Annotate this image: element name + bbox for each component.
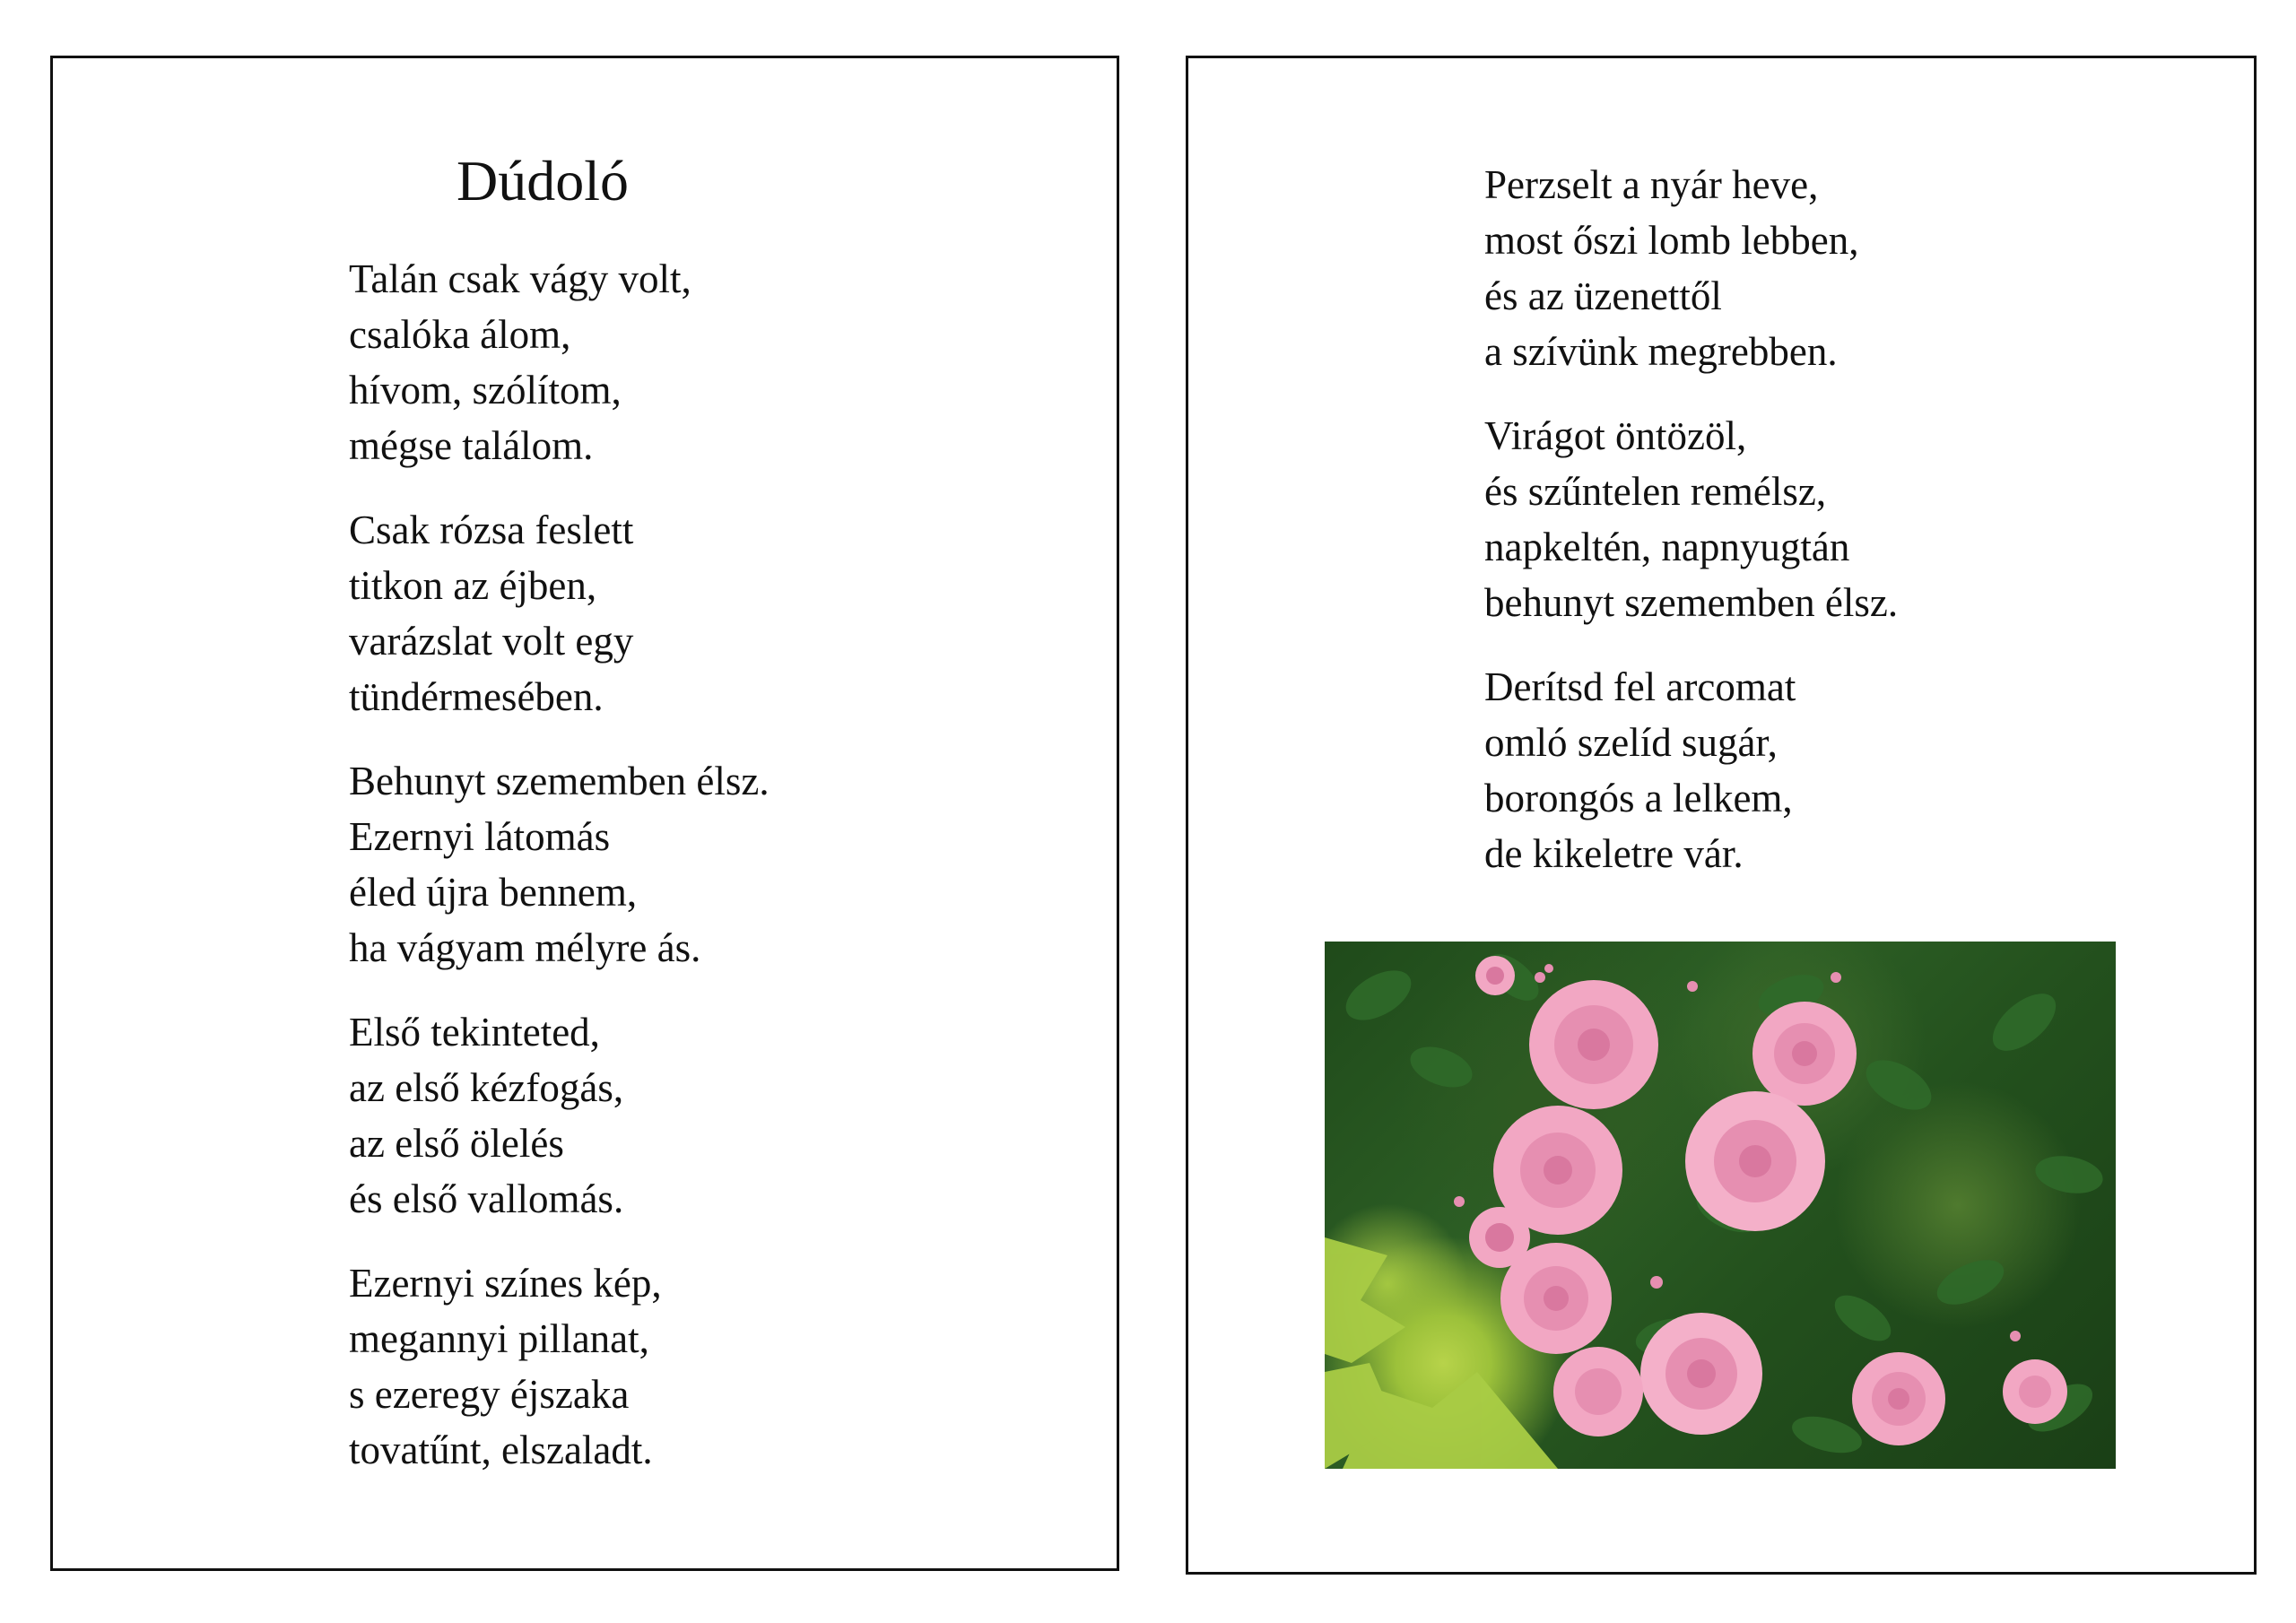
poem-line: tovatűnt, elszaladt. (349, 1428, 653, 1472)
poem-line: hívom, szólítom, (349, 368, 622, 412)
poem-line: napkeltén, napnyugtán (1484, 525, 1850, 569)
stanza (349, 1004, 770, 1227)
right-page (1186, 56, 2257, 1575)
poem-title: Dúdoló (457, 149, 629, 213)
rose-flower (1529, 980, 1658, 1109)
poem-line: borongós a lelkem, (1484, 776, 1793, 820)
poem-line: az első ölelés (349, 1121, 564, 1166)
poem-line: de kikeletre vár. (1484, 831, 1744, 876)
poem-line: Behunyt szememben élsz. (349, 759, 770, 803)
roses-illustration (1325, 942, 2116, 1469)
poem-line: Virágot öntözöl, (1484, 413, 1747, 458)
poem-line: mégse találom. (349, 423, 594, 468)
rose-bush-photo (1325, 942, 2116, 1469)
poem-line: titkon az éjben, (349, 563, 597, 608)
stanza (349, 1255, 770, 1478)
poem-line: behunyt szememben élsz. (1484, 580, 1899, 625)
poem-line: és szűntelen remélsz, (1484, 469, 1827, 514)
poem-line: Talán csak vágy volt, (349, 256, 691, 301)
poem-line: ha vágyam mélyre ás. (349, 925, 701, 970)
poem-line: Első tekinteted, (349, 1010, 600, 1055)
stanza (349, 502, 770, 725)
poem-line: a szívünk megrebben. (1484, 329, 1838, 374)
poem-line: csalóka álom, (349, 312, 571, 357)
poem-body-left (349, 251, 770, 1506)
rose-flower (1852, 1352, 1945, 1445)
poem-line: megannyi pillanat, (349, 1316, 649, 1361)
poem-line: Derítsd fel arcomat (1484, 664, 1796, 709)
poem-line: s ezeregy éjszaka (349, 1372, 630, 1417)
stanza (1484, 659, 1898, 881)
poem-line: Perzselt a nyár heve, (1484, 162, 1819, 207)
poem-body-right (1484, 157, 1898, 910)
poem-line: és első vallomás. (349, 1176, 624, 1221)
poem-line: omló szelíd sugár, (1484, 720, 1778, 765)
poem-line: Ezernyi színes kép, (349, 1261, 662, 1306)
poem-line: most őszi lomb lebben, (1484, 218, 1859, 263)
poem-line: Ezernyi látomás (349, 814, 611, 859)
rose-flower (1553, 1347, 1643, 1436)
poem-line: varázslat volt egy (349, 619, 634, 664)
poem-line: Csak rózsa feslett (349, 508, 634, 552)
rose-flower (1640, 1313, 1762, 1435)
stanza (349, 753, 770, 976)
rose-flower (1752, 1002, 1857, 1106)
poem-line: tündérmesében. (349, 674, 604, 719)
stanza (1484, 157, 1898, 379)
stanza (1484, 408, 1898, 630)
left-page (50, 56, 1119, 1571)
rose-cluster (1454, 956, 2067, 1445)
rose-flower (1500, 1243, 1612, 1354)
rose-bud (1475, 956, 1515, 995)
rose-flower (2003, 1359, 2067, 1424)
poem-line: éled újra bennem, (349, 870, 638, 915)
rose-flower (1685, 1091, 1825, 1231)
poem-line: és az üzenettől (1484, 273, 1722, 318)
poem-line: az első kézfogás, (349, 1065, 624, 1110)
stanza (349, 251, 770, 473)
